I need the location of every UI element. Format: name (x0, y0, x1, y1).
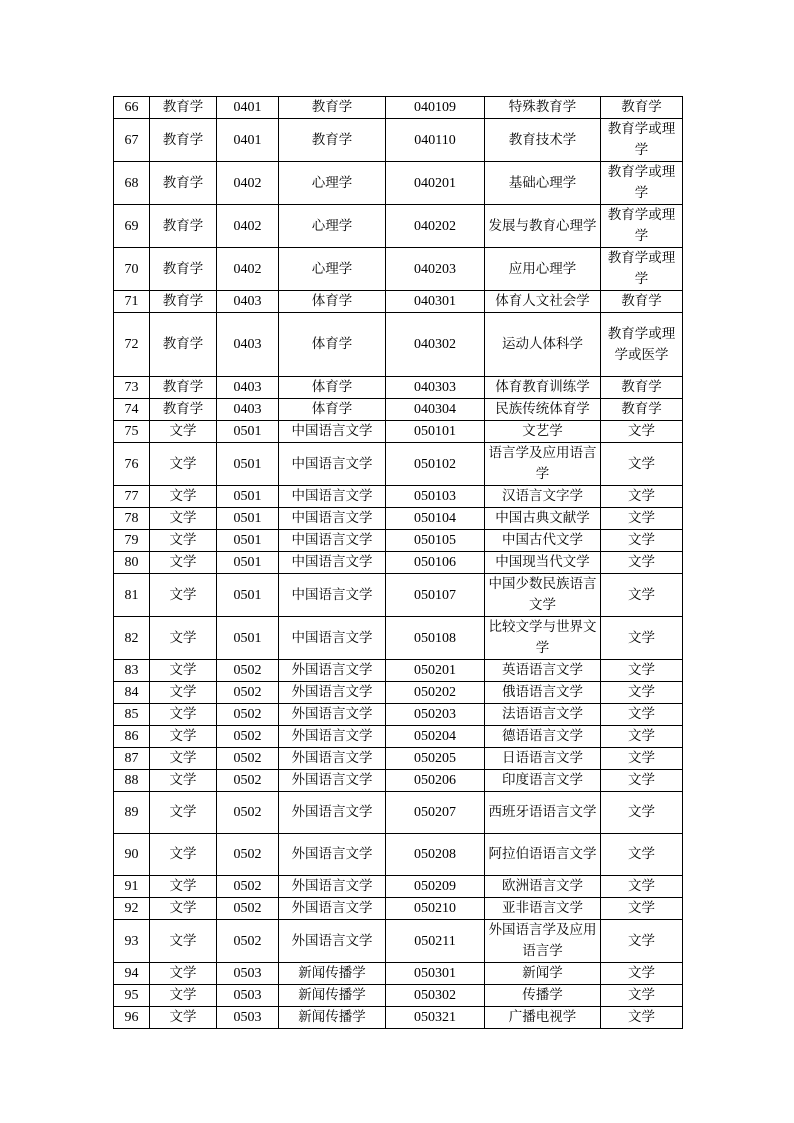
table-row (114, 748, 683, 770)
table-body (114, 97, 683, 1029)
class-code-cell: 0502 (217, 834, 279, 876)
row-number-cell: 89 (114, 792, 150, 834)
class-code-cell: 0502 (217, 770, 279, 792)
class-code-cell: 0501 (217, 574, 279, 617)
class-code-cell: 0402 (217, 205, 279, 248)
degree-cell: 文学 (601, 617, 683, 660)
major-code-cell: 050210 (386, 898, 485, 920)
major-name-cell: 新闻学 (485, 963, 601, 985)
category-cell: 教育学 (150, 205, 217, 248)
major-name-cell: 日语语言文学 (485, 748, 601, 770)
table-row (114, 660, 683, 682)
table-row (114, 920, 683, 963)
major-name-cell: 应用心理学 (485, 248, 601, 291)
table-row (114, 770, 683, 792)
degree-cell: 文学 (601, 920, 683, 963)
table-row (114, 834, 683, 876)
class-name-cell: 中国语言文学 (279, 530, 386, 552)
major-name-cell: 外国语言学及应用语言学 (485, 920, 601, 963)
class-name-cell: 外国语言文学 (279, 834, 386, 876)
row-number-cell: 92 (114, 898, 150, 920)
row-number-cell: 84 (114, 682, 150, 704)
major-name-cell: 体育人文社会学 (485, 291, 601, 313)
category-cell: 文学 (150, 530, 217, 552)
category-cell: 教育学 (150, 313, 217, 377)
major-name-cell: 文艺学 (485, 421, 601, 443)
degree-cell: 文学 (601, 1007, 683, 1029)
row-number-cell: 73 (114, 377, 150, 399)
degree-cell: 教育学或理学 (601, 205, 683, 248)
major-name-cell: 比较文学与世界文学 (485, 617, 601, 660)
class-code-cell: 0501 (217, 617, 279, 660)
degree-cell: 文学 (601, 552, 683, 574)
category-cell: 文学 (150, 682, 217, 704)
major-code-cell: 050201 (386, 660, 485, 682)
category-cell: 文学 (150, 443, 217, 486)
table-row (114, 963, 683, 985)
major-name-cell: 汉语言文字学 (485, 486, 601, 508)
degree-cell: 文学 (601, 574, 683, 617)
class-name-cell: 外国语言文学 (279, 704, 386, 726)
degree-cell: 文学 (601, 876, 683, 898)
major-code-cell: 050204 (386, 726, 485, 748)
degree-cell: 教育学或理学或医学 (601, 313, 683, 377)
class-code-cell: 0502 (217, 726, 279, 748)
major-code-cell: 050202 (386, 682, 485, 704)
major-code-cell: 050209 (386, 876, 485, 898)
major-code-cell: 050301 (386, 963, 485, 985)
row-number-cell: 80 (114, 552, 150, 574)
major-code-cell: 050104 (386, 508, 485, 530)
major-code-cell: 040304 (386, 399, 485, 421)
class-name-cell: 体育学 (279, 313, 386, 377)
class-code-cell: 0402 (217, 162, 279, 205)
category-cell: 文学 (150, 508, 217, 530)
table-row (114, 291, 683, 313)
table-row (114, 248, 683, 291)
degree-cell: 文学 (601, 704, 683, 726)
category-cell: 教育学 (150, 377, 217, 399)
major-code-cell: 040303 (386, 377, 485, 399)
row-number-cell: 88 (114, 770, 150, 792)
class-name-cell: 外国语言文学 (279, 898, 386, 920)
class-code-cell: 0403 (217, 377, 279, 399)
class-name-cell: 教育学 (279, 97, 386, 119)
class-code-cell: 0502 (217, 704, 279, 726)
category-cell: 教育学 (150, 162, 217, 205)
category-cell: 文学 (150, 792, 217, 834)
table-row (114, 97, 683, 119)
class-code-cell: 0401 (217, 119, 279, 162)
class-name-cell: 体育学 (279, 291, 386, 313)
class-code-cell: 0501 (217, 486, 279, 508)
category-cell: 文学 (150, 660, 217, 682)
class-code-cell: 0502 (217, 748, 279, 770)
class-code-cell: 0503 (217, 1007, 279, 1029)
row-number-cell: 79 (114, 530, 150, 552)
major-code-cell: 040203 (386, 248, 485, 291)
category-cell: 教育学 (150, 399, 217, 421)
major-name-cell: 亚非语言文学 (485, 898, 601, 920)
category-cell: 文学 (150, 920, 217, 963)
major-name-cell: 广播电视学 (485, 1007, 601, 1029)
row-number-cell: 71 (114, 291, 150, 313)
class-code-cell: 0502 (217, 920, 279, 963)
degree-cell: 文学 (601, 508, 683, 530)
class-name-cell: 外国语言文学 (279, 660, 386, 682)
category-cell: 文学 (150, 963, 217, 985)
table-row (114, 530, 683, 552)
major-name-cell: 德语语言文学 (485, 726, 601, 748)
table-row (114, 119, 683, 162)
row-number-cell: 78 (114, 508, 150, 530)
major-code-cell: 050203 (386, 704, 485, 726)
class-name-cell: 中国语言文学 (279, 617, 386, 660)
major-code-cell: 050205 (386, 748, 485, 770)
class-name-cell: 心理学 (279, 162, 386, 205)
class-code-cell: 0401 (217, 97, 279, 119)
table-row (114, 508, 683, 530)
category-cell: 文学 (150, 985, 217, 1007)
category-cell: 教育学 (150, 97, 217, 119)
degree-cell: 文学 (601, 898, 683, 920)
major-name-cell: 法语语言文学 (485, 704, 601, 726)
table-row (114, 399, 683, 421)
major-name-cell: 发展与教育心理学 (485, 205, 601, 248)
row-number-cell: 87 (114, 748, 150, 770)
major-name-cell: 基础心理学 (485, 162, 601, 205)
degree-cell: 文学 (601, 486, 683, 508)
major-code-cell: 050106 (386, 552, 485, 574)
major-code-cell: 040110 (386, 119, 485, 162)
degree-cell: 教育学 (601, 399, 683, 421)
class-code-cell: 0502 (217, 876, 279, 898)
degree-cell: 文学 (601, 726, 683, 748)
major-code-cell: 050105 (386, 530, 485, 552)
category-cell: 文学 (150, 898, 217, 920)
table-row (114, 552, 683, 574)
class-code-cell: 0502 (217, 898, 279, 920)
class-name-cell: 外国语言文学 (279, 876, 386, 898)
row-number-cell: 86 (114, 726, 150, 748)
row-number-cell: 90 (114, 834, 150, 876)
class-name-cell: 中国语言文学 (279, 486, 386, 508)
table-row (114, 313, 683, 377)
degree-cell: 教育学或理学 (601, 162, 683, 205)
category-cell: 教育学 (150, 291, 217, 313)
degree-cell: 文学 (601, 834, 683, 876)
row-number-cell: 77 (114, 486, 150, 508)
class-name-cell: 外国语言文学 (279, 682, 386, 704)
major-name-cell: 印度语言文学 (485, 770, 601, 792)
class-name-cell: 外国语言文学 (279, 920, 386, 963)
major-code-cell: 050211 (386, 920, 485, 963)
degree-cell: 文学 (601, 660, 683, 682)
category-cell: 文学 (150, 770, 217, 792)
major-code-cell: 050102 (386, 443, 485, 486)
degree-cell: 文学 (601, 792, 683, 834)
major-code-cell: 050302 (386, 985, 485, 1007)
class-code-cell: 0503 (217, 963, 279, 985)
table-row (114, 682, 683, 704)
category-cell: 文学 (150, 704, 217, 726)
class-name-cell: 外国语言文学 (279, 770, 386, 792)
category-cell: 文学 (150, 421, 217, 443)
table-row (114, 486, 683, 508)
class-name-cell: 外国语言文学 (279, 748, 386, 770)
class-name-cell: 心理学 (279, 205, 386, 248)
class-code-cell: 0503 (217, 985, 279, 1007)
major-name-cell: 体育教育训练学 (485, 377, 601, 399)
category-cell: 文学 (150, 726, 217, 748)
major-name-cell: 特殊教育学 (485, 97, 601, 119)
major-name-cell: 传播学 (485, 985, 601, 1007)
table-row (114, 574, 683, 617)
major-code-cell: 040302 (386, 313, 485, 377)
class-name-cell: 新闻传播学 (279, 1007, 386, 1029)
major-name-cell: 教育技术学 (485, 119, 601, 162)
class-name-cell: 体育学 (279, 377, 386, 399)
major-code-cell: 050206 (386, 770, 485, 792)
category-cell: 教育学 (150, 248, 217, 291)
row-number-cell: 96 (114, 1007, 150, 1029)
table-row (114, 1007, 683, 1029)
degree-cell: 教育学或理学 (601, 248, 683, 291)
class-name-cell: 外国语言文学 (279, 726, 386, 748)
table-row (114, 876, 683, 898)
major-name-cell: 民族传统体育学 (485, 399, 601, 421)
category-cell: 文学 (150, 617, 217, 660)
major-name-cell: 西班牙语语言文学 (485, 792, 601, 834)
table-row (114, 205, 683, 248)
major-name-cell: 英语语言文学 (485, 660, 601, 682)
table-row (114, 792, 683, 834)
row-number-cell: 94 (114, 963, 150, 985)
class-name-cell: 中国语言文学 (279, 508, 386, 530)
major-code-cell: 050208 (386, 834, 485, 876)
major-name-cell: 中国古代文学 (485, 530, 601, 552)
class-code-cell: 0502 (217, 660, 279, 682)
major-code-cell: 050103 (386, 486, 485, 508)
class-name-cell: 新闻传播学 (279, 963, 386, 985)
major-name-cell: 运动人体科学 (485, 313, 601, 377)
class-code-cell: 0403 (217, 313, 279, 377)
major-code-cell: 040301 (386, 291, 485, 313)
major-code-cell: 050108 (386, 617, 485, 660)
class-code-cell: 0502 (217, 682, 279, 704)
row-number-cell: 68 (114, 162, 150, 205)
major-code-cell: 040202 (386, 205, 485, 248)
major-code-cell: 050101 (386, 421, 485, 443)
row-number-cell: 75 (114, 421, 150, 443)
class-name-cell: 中国语言文学 (279, 421, 386, 443)
degree-cell: 文学 (601, 748, 683, 770)
class-name-cell: 新闻传播学 (279, 985, 386, 1007)
row-number-cell: 76 (114, 443, 150, 486)
class-name-cell: 心理学 (279, 248, 386, 291)
class-code-cell: 0402 (217, 248, 279, 291)
table-row (114, 726, 683, 748)
major-name-cell: 中国现当代文学 (485, 552, 601, 574)
table-row (114, 421, 683, 443)
row-number-cell: 72 (114, 313, 150, 377)
major-name-cell: 俄语语言文学 (485, 682, 601, 704)
class-code-cell: 0501 (217, 443, 279, 486)
degree-cell: 教育学 (601, 377, 683, 399)
row-number-cell: 69 (114, 205, 150, 248)
class-name-cell: 中国语言文学 (279, 552, 386, 574)
row-number-cell: 91 (114, 876, 150, 898)
degree-cell: 教育学或理学 (601, 119, 683, 162)
category-cell: 文学 (150, 574, 217, 617)
major-code-cell: 050107 (386, 574, 485, 617)
major-name-cell: 中国少数民族语言文学 (485, 574, 601, 617)
category-cell: 文学 (150, 552, 217, 574)
row-number-cell: 93 (114, 920, 150, 963)
class-code-cell: 0502 (217, 792, 279, 834)
category-cell: 文学 (150, 876, 217, 898)
major-name-cell: 语言学及应用语言学 (485, 443, 601, 486)
degree-cell: 文学 (601, 530, 683, 552)
major-name-cell: 欧洲语言文学 (485, 876, 601, 898)
table-row (114, 377, 683, 399)
discipline-table (113, 96, 683, 1029)
class-code-cell: 0501 (217, 530, 279, 552)
degree-cell: 文学 (601, 770, 683, 792)
row-number-cell: 81 (114, 574, 150, 617)
row-number-cell: 85 (114, 704, 150, 726)
major-code-cell: 050207 (386, 792, 485, 834)
major-code-cell: 040201 (386, 162, 485, 205)
row-number-cell: 82 (114, 617, 150, 660)
category-cell: 文学 (150, 486, 217, 508)
degree-cell: 文学 (601, 963, 683, 985)
table-row (114, 898, 683, 920)
degree-cell: 文学 (601, 443, 683, 486)
class-name-cell: 教育学 (279, 119, 386, 162)
major-name-cell: 阿拉伯语语言文学 (485, 834, 601, 876)
row-number-cell: 74 (114, 399, 150, 421)
major-code-cell: 050321 (386, 1007, 485, 1029)
row-number-cell: 95 (114, 985, 150, 1007)
table-row (114, 617, 683, 660)
row-number-cell: 83 (114, 660, 150, 682)
table-row (114, 443, 683, 486)
category-cell: 文学 (150, 748, 217, 770)
class-code-cell: 0403 (217, 399, 279, 421)
class-code-cell: 0501 (217, 552, 279, 574)
class-name-cell: 体育学 (279, 399, 386, 421)
row-number-cell: 66 (114, 97, 150, 119)
major-name-cell: 中国古典文献学 (485, 508, 601, 530)
class-name-cell: 中国语言文学 (279, 574, 386, 617)
row-number-cell: 70 (114, 248, 150, 291)
class-code-cell: 0403 (217, 291, 279, 313)
class-name-cell: 外国语言文学 (279, 792, 386, 834)
degree-cell: 教育学 (601, 97, 683, 119)
degree-cell: 教育学 (601, 291, 683, 313)
degree-cell: 文学 (601, 682, 683, 704)
class-name-cell: 中国语言文学 (279, 443, 386, 486)
table-row (114, 162, 683, 205)
table-row (114, 985, 683, 1007)
major-code-cell: 040109 (386, 97, 485, 119)
class-code-cell: 0501 (217, 421, 279, 443)
class-code-cell: 0501 (217, 508, 279, 530)
category-cell: 教育学 (150, 119, 217, 162)
category-cell: 文学 (150, 834, 217, 876)
category-cell: 文学 (150, 1007, 217, 1029)
table-row (114, 704, 683, 726)
degree-cell: 文学 (601, 985, 683, 1007)
row-number-cell: 67 (114, 119, 150, 162)
degree-cell: 文学 (601, 421, 683, 443)
